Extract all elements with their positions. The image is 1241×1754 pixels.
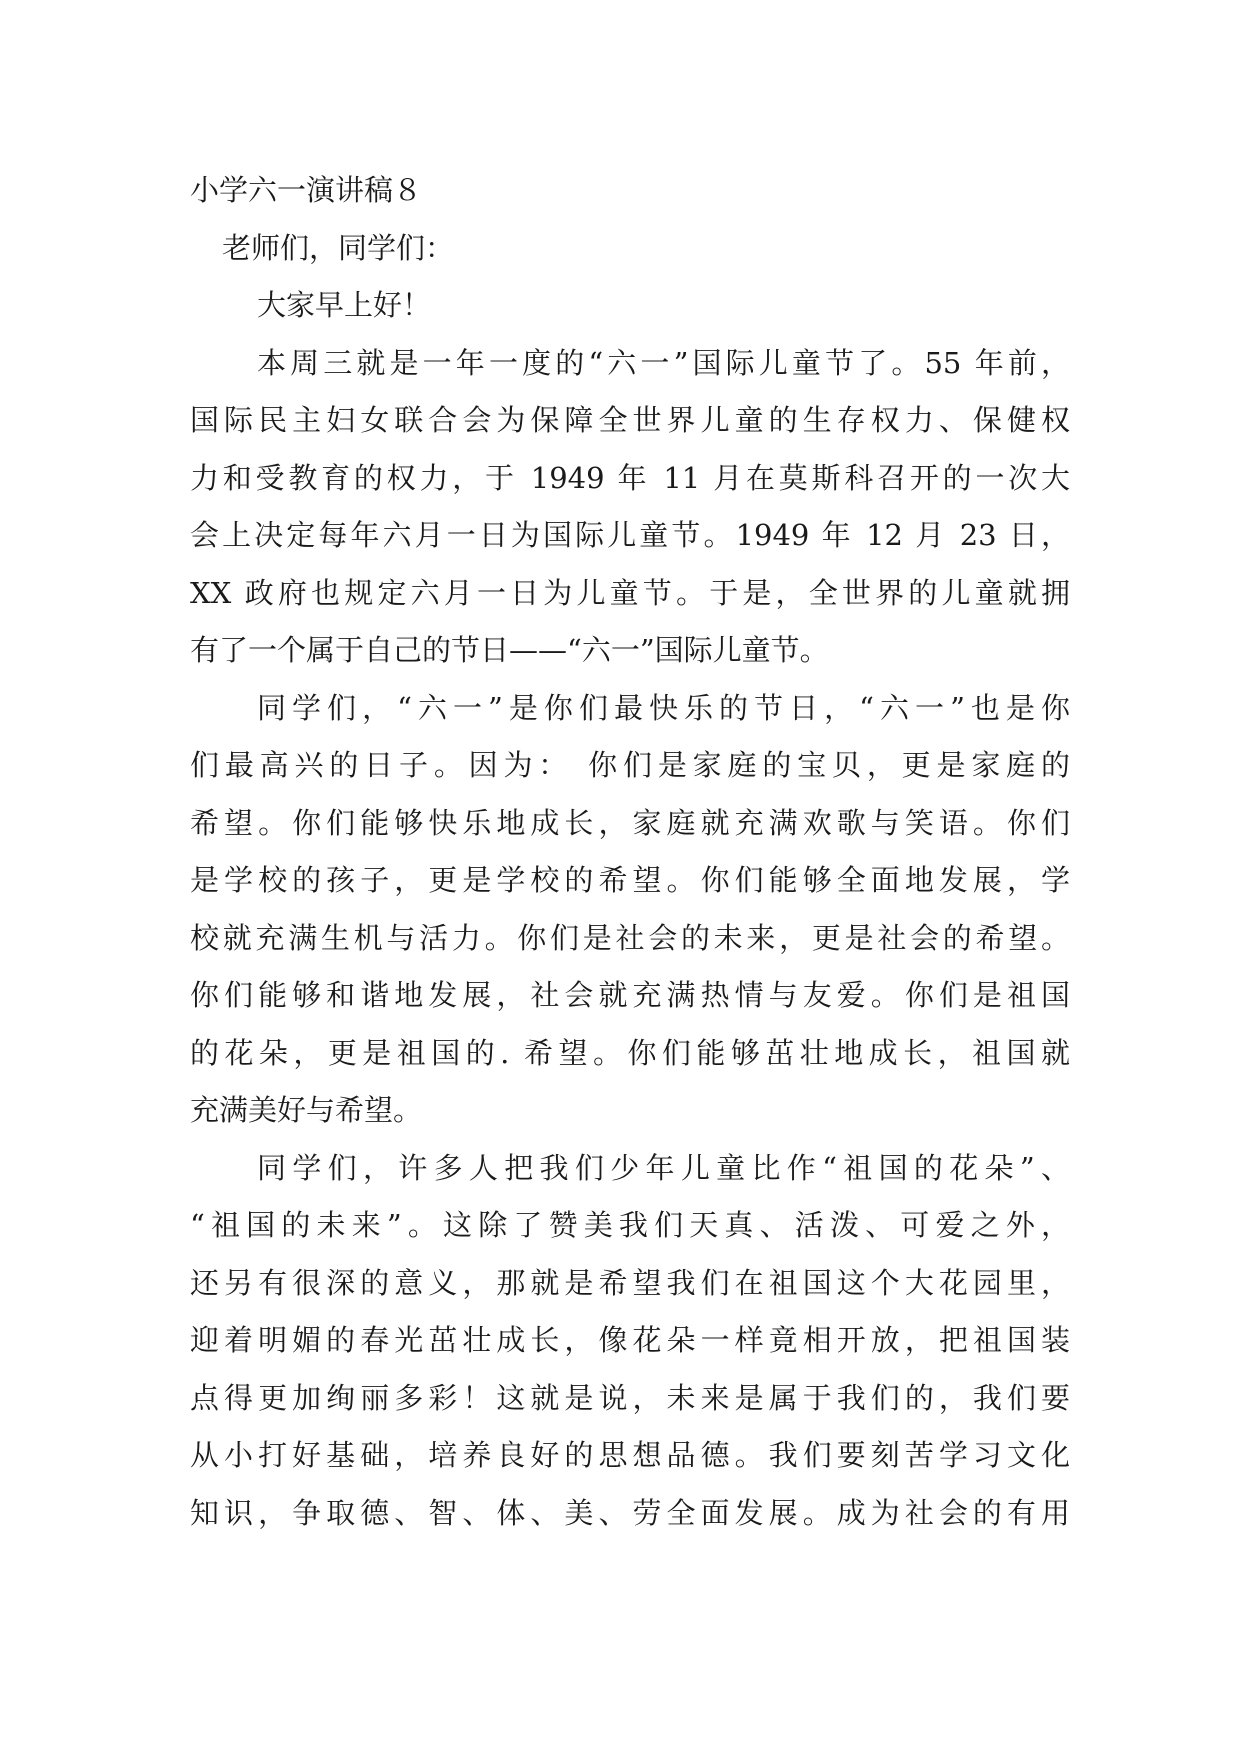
text-line: 是学校的孩子，更是学校的希望。你们能够全面地发展，学	[190, 863, 1070, 897]
greeting: 老师们，同学们：	[222, 230, 455, 265]
document-title: 小学六一演讲稿８	[190, 173, 423, 207]
document-body	[190, 162, 1070, 1542]
text-line: 校就充满生机与活力。你们是社会的未来，更是社会的希望。	[190, 920, 1070, 955]
text-line: XX 政府也规定六月一日为儿童节。于是，全世界的儿童就拥	[190, 575, 1070, 610]
text-line: 点得更加绚丽多彩！这就是说，未来是属于我们的，我们要	[190, 1380, 1070, 1415]
text-line: “祖国的未来”。这除了赞美我们天真、活泼、可爱之外，	[190, 1208, 1070, 1242]
text-line: 有了一个属于自己的节日——“六一”国际儿童节。	[190, 633, 829, 667]
text-line: 本周三就是一年一度的“六一”国际儿童节了。55 年前，	[257, 345, 1070, 380]
text-line: 国际民主妇女联合会为保障全世界儿童的生存权力、保健权	[190, 403, 1070, 437]
text-line: 们最高兴的日子。因为： 你们是家庭的宝贝，更是家庭的	[190, 748, 1070, 782]
text-line: 迎着明媚的春光茁壮成长，像花朵一样竟相开放，把祖国装	[190, 1323, 1070, 1357]
text-line: 希望。你们能够快乐地成长，家庭就充满欢歌与笑语。你们	[190, 805, 1070, 840]
text-line: 会上决定每年六月一日为国际儿童节。1949 年 12 月 23 日，	[190, 518, 1070, 552]
text-line: 充满美好与希望。	[190, 1093, 423, 1127]
text-line: 知识，争取德、智、体、美、劳全面发展。成为社会的有用	[190, 1495, 1070, 1530]
text-line: 还另有很深的意义，那就是希望我们在祖国这个大花园里，	[190, 1265, 1070, 1300]
text-line: 力和受教育的权力，于 1949 年 11 月在莫斯科召开的一次大	[190, 460, 1070, 495]
text-line: 的花朵，更是祖国的. 希望。你们能够茁壮地成长，祖国就	[190, 1035, 1070, 1070]
morning-greeting: 大家早上好！	[257, 288, 432, 322]
text-line: 同学们，“六一”是你们最快乐的节日，“六一”也是你	[257, 690, 1070, 725]
text-line: 你们能够和谐地发展，社会就充满热情与友爱。你们是祖国	[190, 978, 1070, 1012]
text-line: 同学们，许多人把我们少年儿童比作“祖国的花朵”、	[257, 1150, 1070, 1185]
text-line: 从小打好基础，培养良好的思想品德。我们要刻苦学习文化	[190, 1438, 1070, 1472]
